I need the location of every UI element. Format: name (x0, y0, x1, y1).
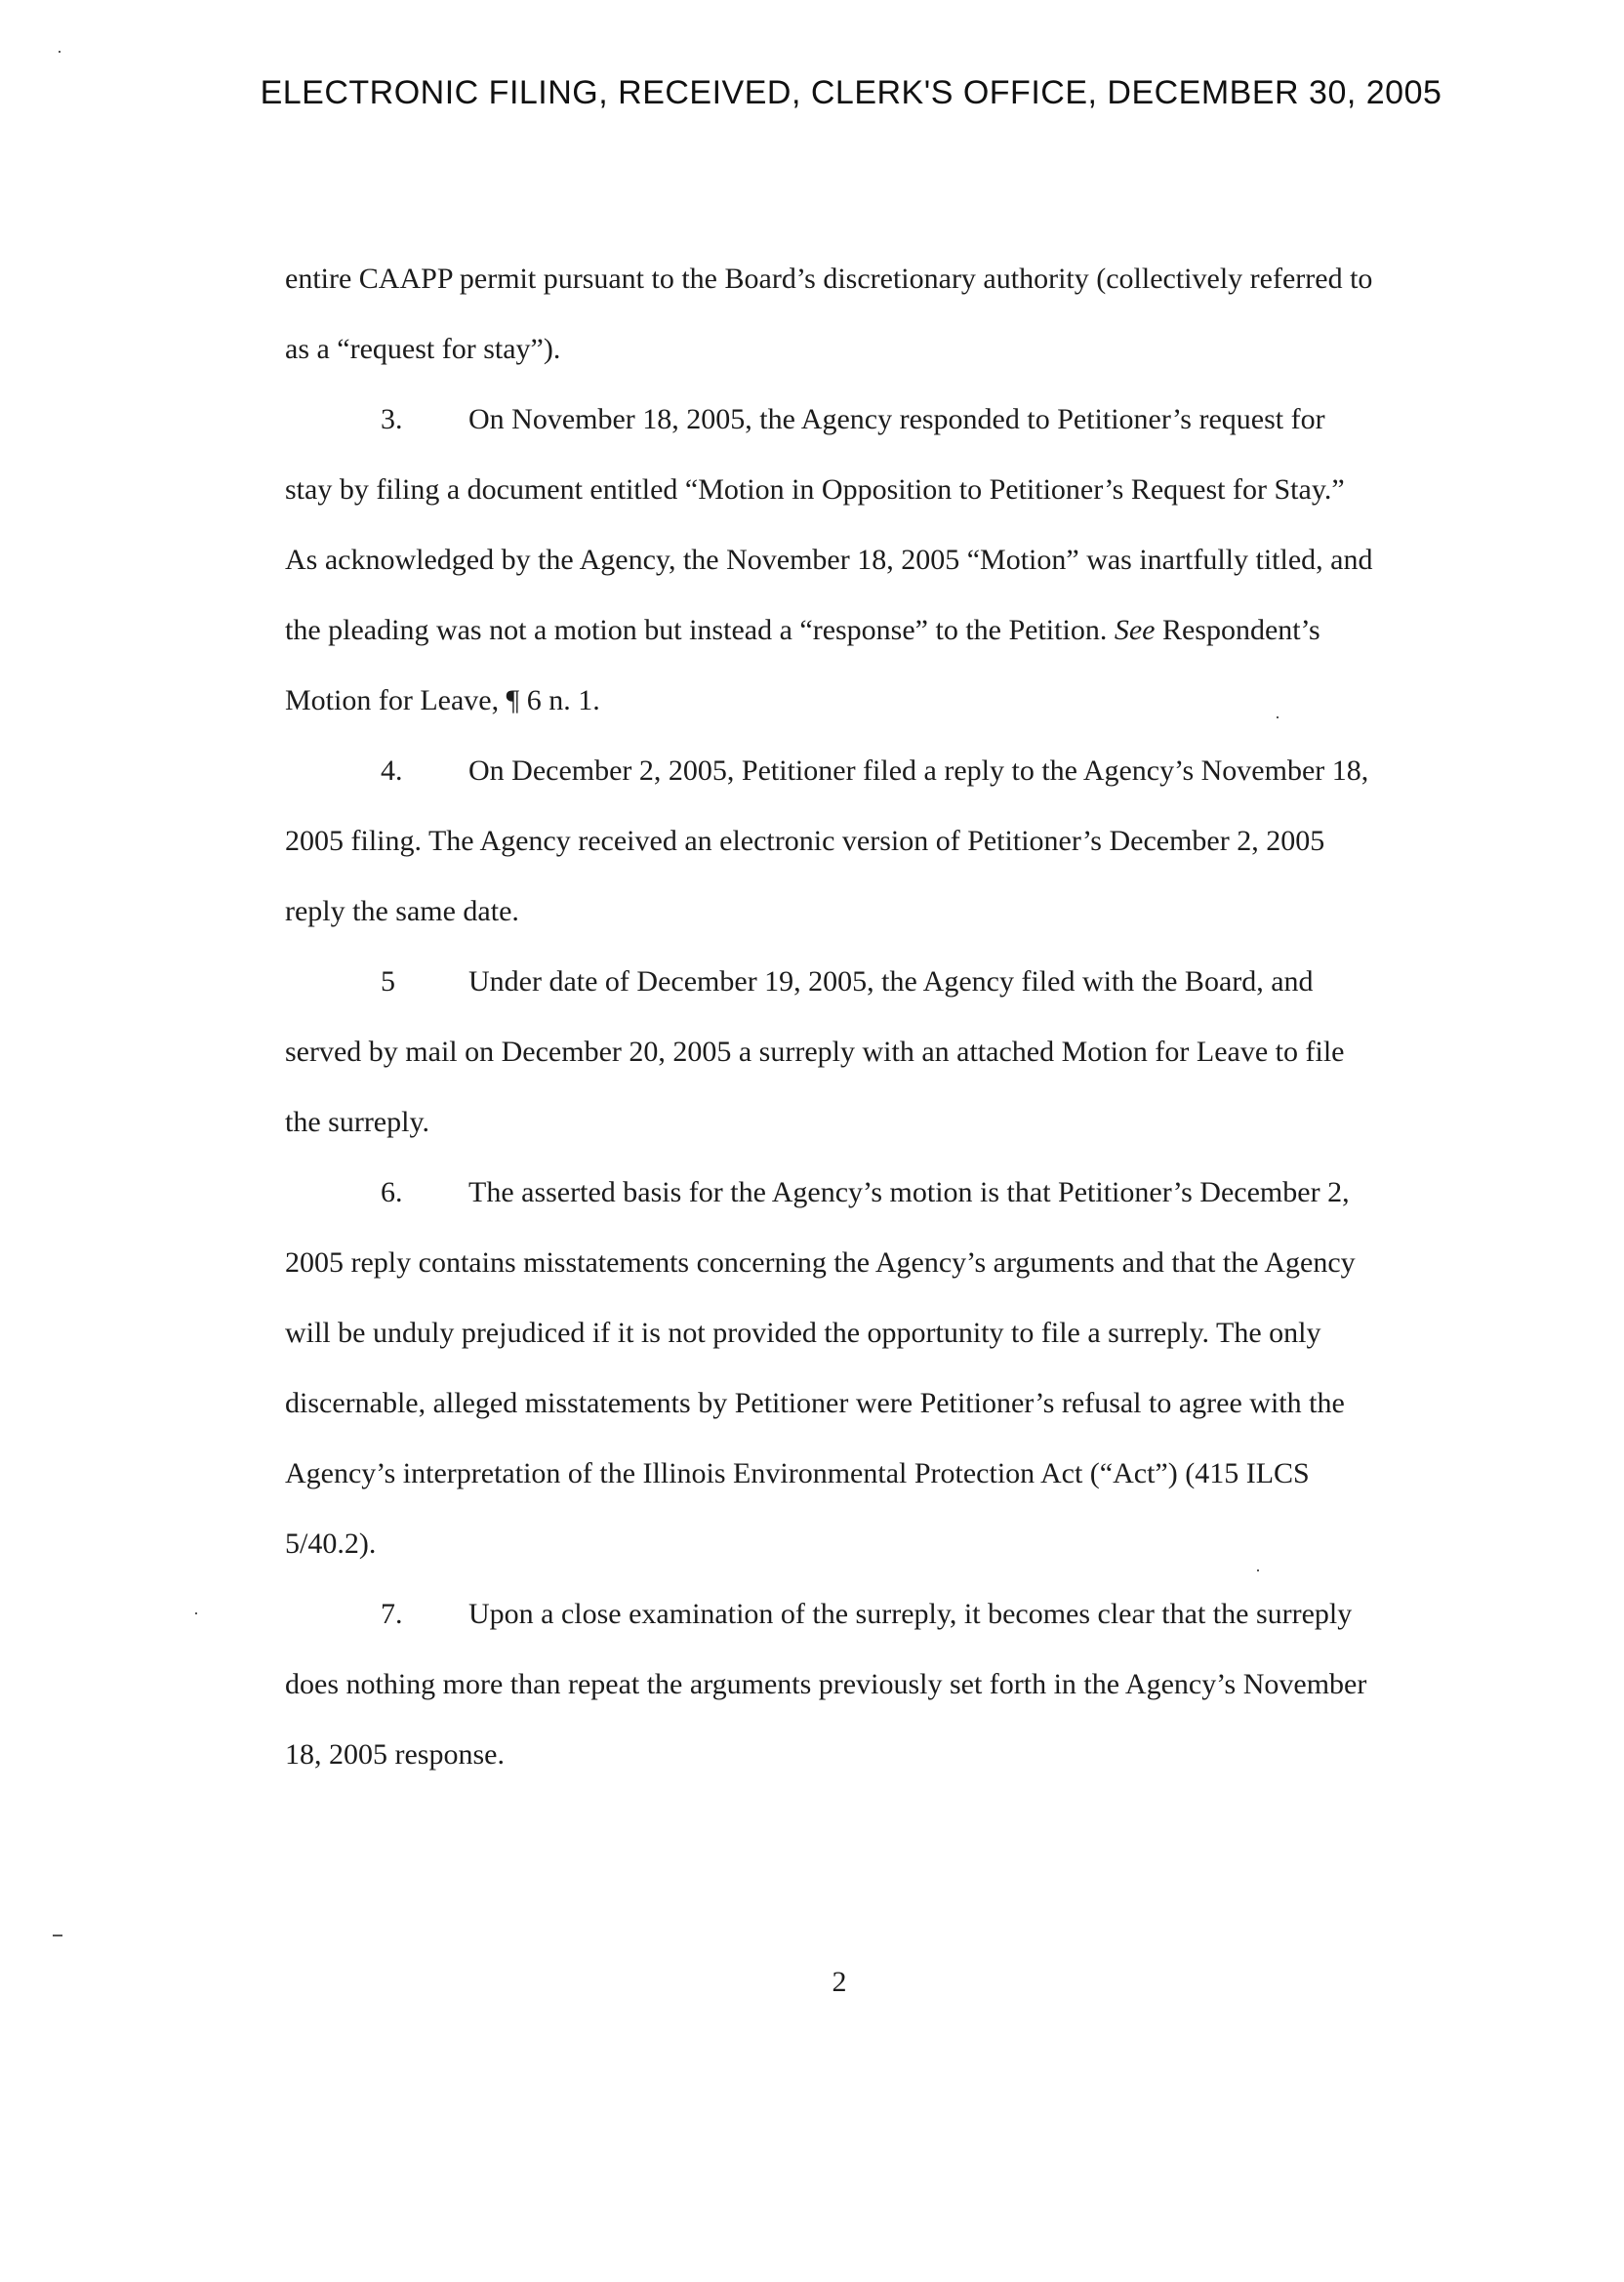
paragraph-text: On December 2, 2005, Petitioner filed a reply to the Agency’s November 18, 2005 filing. The Agency received an electronic version of Petitioner’s December 2, 2005 reply the same date. (285, 754, 1369, 927)
paragraph-5 (285, 947, 1378, 1158)
paragraph-number: 5 (381, 965, 395, 998)
paragraph-text: Upon a close examination of the surreply, it becomes clear that the surreply does nothing more than repeat the arguments previously set forth in the Agency’s November 18, 2005 response. (285, 1598, 1367, 1771)
paragraph-number: 7. (381, 1598, 403, 1630)
paragraph-number: 4. (381, 754, 403, 787)
scan-speck (53, 1935, 62, 1936)
document-body (285, 244, 1378, 1790)
paragraph-text-end: Respondent’s Motion for Leave, ¶ 6 n. 1. (285, 614, 1320, 716)
paragraph-text: Under date of December 19, 2005, the Agency filed with the Board, and served by mail on December 20, 2005 a surreply with an attached Motion for Leave to file the surreply. (285, 965, 1345, 1138)
paragraph-number: 3. (381, 403, 403, 435)
paragraph-3 (285, 385, 1378, 736)
page-number: 2 (832, 1966, 847, 1998)
paragraph-7 (285, 1579, 1378, 1790)
paragraph-number: 6. (381, 1176, 403, 1208)
paragraph-text: On November 18, 2005, the Agency responded to Petitioner’s request for stay by filing a document entitled “Motion in Opposition to Petitioner’s Request for Stay.” As acknowledged by the Agency, the November 18, 2005 “Motion” was inartfully titled, and the pleading was not a motion but instead a “response” to the Petition. (285, 403, 1373, 646)
scan-speck (1277, 716, 1279, 718)
paragraph-4 (285, 736, 1378, 947)
continuation-paragraph: entire CAAPP permit pursuant to the Board’s discretionary authority (collectively referred to as a “request for stay”). (285, 263, 1373, 365)
paragraph-6 (285, 1158, 1378, 1579)
paragraph-text: The asserted basis for the Agency’s motion is that Petitioner’s December 2, 2005 reply contains misstatements concerning the Agency’s arguments and that the Agency will be unduly prejudiced if it is not provided the opportunity to file a surreply. The only discernable, alleged misstatements by Petitioner were Petitioner’s refusal to agree with the Agency’s interpretation of the Illinois Environmental Protection Act (“Act”) (415 ILCS 5/40.2). (285, 1176, 1356, 1560)
filing-stamp-header: ELECTRONIC FILING, RECEIVED, CLERK'S OFFICE, DECEMBER 30, 2005 (260, 74, 1442, 111)
scan-speck (1257, 1569, 1259, 1571)
scan-speck (195, 1612, 197, 1614)
citation-signal: See (1114, 614, 1156, 646)
scan-speck (59, 51, 61, 53)
